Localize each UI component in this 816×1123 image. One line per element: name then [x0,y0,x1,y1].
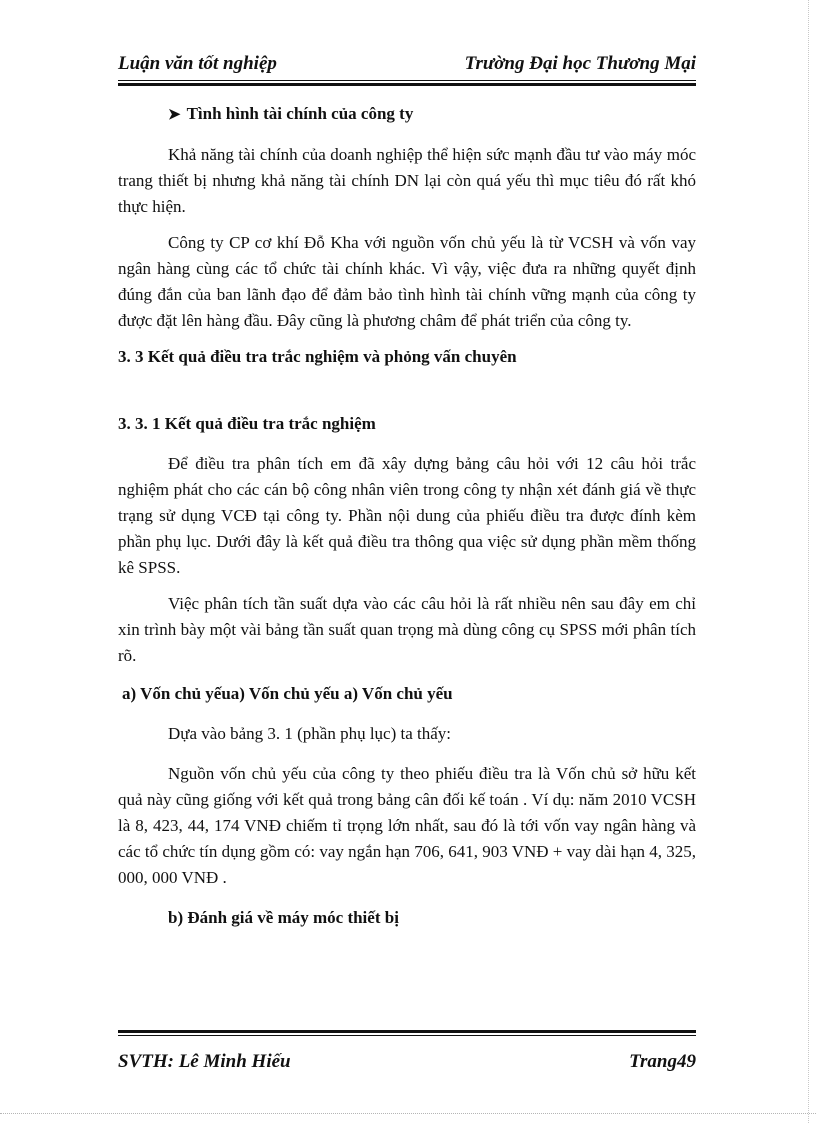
finance-paragraph-1: Khả năng tài chính của doanh nghiệp thể hiện sức mạnh đầu tư vào máy móc trang thiết bị nhưng khả năng tài chính DN lại còn quá yếu thì mục tiêu đó rất khó thực hiện. [118,145,696,216]
finance-heading [168,101,413,128]
survey-paragraph-2: Việc phân tích tần suất dựa vào các câu hỏi là rất nhiều nên sau đây em chỉ xin trình bày một vài bảng tần suất quan trọng mà dùng công cụ SPSS mới phân tích rõ. [118,594,696,665]
header-thesis-title: Luận văn tốt nghiệp [118,53,277,74]
footer-student-name: SVTH: Lê Minh Hiếu [118,1051,291,1072]
section-3-3-1-heading: 3. 3. 1 Kết quả điều tra trắc nghiệm [118,414,376,433]
arrow-bullet-icon: ➤ [168,107,181,123]
subsection-a-paragraph-1: Dựa vào bảng 3. 1 (phần phụ lục) ta thấy: [168,724,452,743]
survey-paragraph-1: Để điều tra phân tích em đã xây dựng bảng câu hỏi với 12 câu hỏi trắc nghiệm phát cho các cán bộ công nhân viên trong công ty nhận xét đánh giá về thực trạng sử dụng VCĐ tại công ty. Phần nội dung của phiếu điều tra được đính kèm phần phụ lục. Dưới đây là kết quả điều tra thông qua việc sử dụng phần mềm thống kê SPSS. [118,454,696,577]
header-rule-thick [118,83,696,86]
subsection-a-paragraph-2: Nguồn vốn chủ yếu của công ty theo phiếu điều tra là Vốn chủ sở hữu kết quả này cũng giống với kết quả trong bảng cân đối kế toán . Ví dụ: năm 2010 VCSH là 8, 423, 44, 174 VNĐ chiếm tỉ trọng lớn nhất, sau đó là tới vốn vay ngân hàng và các tổ chức tín dụng gồm có: vay ngắn hạn 706, 641, 903 VNĐ + vay dài hạn 4, 325, 000, 000 VNĐ . [118,764,696,887]
footer-rule-thick [118,1030,696,1033]
header-rule-thin [118,80,696,81]
header-university: Trường Đại học Thương Mại [464,53,696,74]
footer-page-number: Trang49 [629,1051,696,1072]
finance-heading-text: Tình hình tài chính của công ty [186,104,414,123]
page-bottom-edge [0,1113,816,1114]
finance-paragraph-2: Công ty CP cơ khí Đỗ Kha với nguồn vốn chủ yếu là từ VCSH và vốn vay ngân hàng cùng các tổ chức tài chính khác. Vì vậy, việc đưa ra những quyết định đúng đắn của ban lãnh đạo để đảm bảo tình hình tài chính vững mạnh của công ty được đặt lên hàng đầu. Đây cũng là phương châm để phát triển của công ty. [118,233,696,330]
page-right-edge [808,0,809,1123]
section-3-3-heading: 3. 3 Kết quả điều tra trắc nghiệm và phỏng vấn chuyên [118,347,517,366]
subsection-a-heading: a) Vốn chủ yếua) Vốn chủ yếu a) Vốn chủ yếu [122,684,453,703]
page-header [118,50,696,78]
footer-rule-thin [118,1035,696,1036]
subsection-b-heading: b) Đánh giá về máy móc thiết bị [168,908,399,927]
